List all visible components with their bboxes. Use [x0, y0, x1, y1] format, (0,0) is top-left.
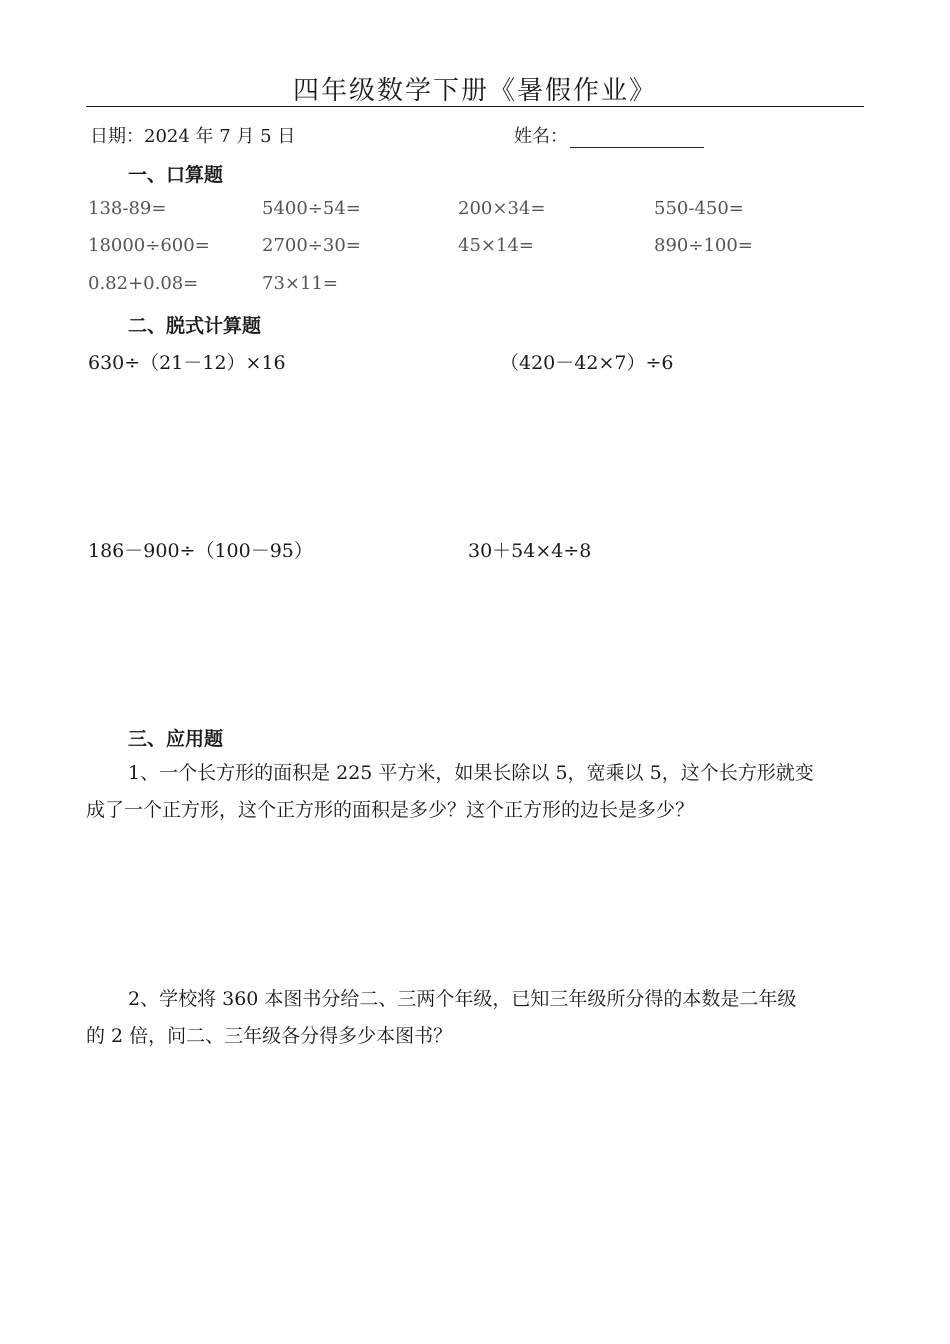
oral-item: 18000÷600= — [88, 235, 210, 256]
oral-item: 2700÷30= — [262, 235, 361, 256]
oral-item: 73×11= — [262, 273, 338, 294]
word-problem-1 — [86, 755, 866, 829]
oral-item: 45×14= — [458, 235, 534, 256]
section-heading-word-problems: 三、应用题 — [128, 728, 224, 750]
word-problem-2-line2: 的 2 倍，问二、三年级各分得多少本图书？ — [86, 1025, 453, 1047]
word-problem-2 — [86, 981, 866, 1055]
word-problem-2-line1: 2、学校将 360 本图书分给二、三两个年级，已知三年级所分得的本数是二年级 — [128, 988, 797, 1010]
date-label: 日期：2024 年 7 月 5 日 — [90, 126, 296, 147]
oral-item: 200×34= — [458, 198, 546, 219]
oral-item: 5400÷54= — [262, 198, 361, 219]
name-blank-line — [570, 129, 704, 148]
section-heading-oral: 一、口算题 — [128, 164, 224, 186]
section-heading-stepwise: 二、脱式计算题 — [128, 315, 262, 337]
word-problem-1-line2: 成了一个正方形，这个正方形的面积是多少？这个正方形的边长是多少？ — [86, 799, 695, 821]
oral-item: 138-89= — [88, 198, 167, 219]
name-label: 姓名： — [514, 126, 568, 147]
stepwise-item: 30＋54×4÷8 — [468, 540, 592, 562]
name-field — [514, 122, 704, 148]
stepwise-item: 630÷（21－12）×16 — [88, 352, 286, 374]
stepwise-item: 186－900÷（100－95） — [88, 540, 313, 562]
title-divider — [86, 106, 864, 107]
oral-item: 890÷100= — [654, 235, 753, 256]
word-problem-1-line1: 1、一个长方形的面积是 225 平方米，如果长除以 5，宽乘以 5，这个长方形就变 — [128, 762, 814, 784]
oral-item: 0.82+0.08= — [88, 273, 199, 294]
stepwise-item: （420－42×7）÷6 — [500, 352, 674, 374]
oral-item: 550-450= — [654, 198, 744, 219]
page-title: 四年级数学下册《暑假作业》 — [292, 76, 657, 106]
